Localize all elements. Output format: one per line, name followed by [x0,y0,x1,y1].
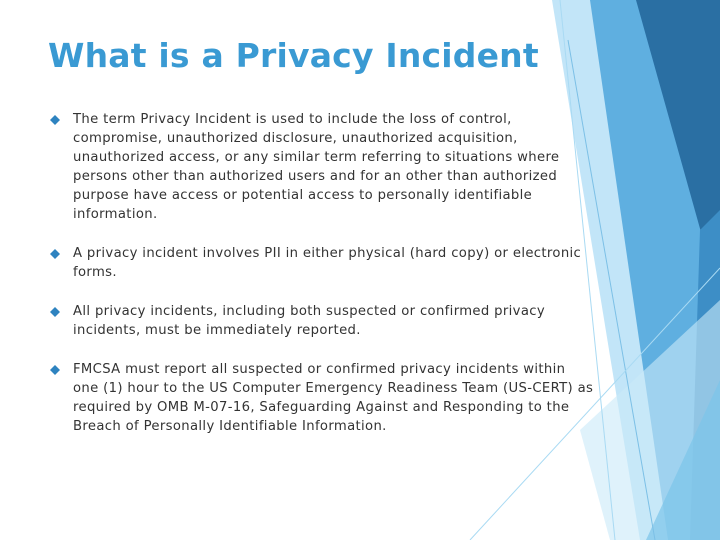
bullet-text: All privacy incidents, including both suspected or confirmed privacy incidents, must be immediately reported. [73,304,546,338]
bullet-list [50,110,595,456]
bullet-item [50,360,595,436]
diamond-bullet-icon [50,249,60,259]
bullet-text: A privacy incident involves PII in either physical (hard copy) or electronic forms. [73,246,582,280]
bullet-item [50,302,595,340]
diamond-bullet-icon [50,307,60,317]
bullet-text: FMCSA must report all suspected or confirmed privacy incidents within one (1) hour to the US Computer Emergency Readiness Team (US-CERT) as required by OMB M-07-16, Safeguarding Against and Responding to the Breach of Personally Identifiable Information. [73,362,594,434]
diamond-bullet-icon [50,365,60,375]
bullet-text: The term Privacy Incident is used to include the loss of control, compromise, unauthorized disclosure, unauthorized acquisition, unauthorized access, or any similar term referring to situations where persons other than authorized users and for an other than authorized purpose have access or potential access to personally identifiable information. [73,112,560,222]
diamond-bullet-icon [50,115,60,125]
slide-title: What is a Privacy Incident [48,36,539,75]
bullet-item [50,244,595,282]
bullet-item [50,110,595,224]
